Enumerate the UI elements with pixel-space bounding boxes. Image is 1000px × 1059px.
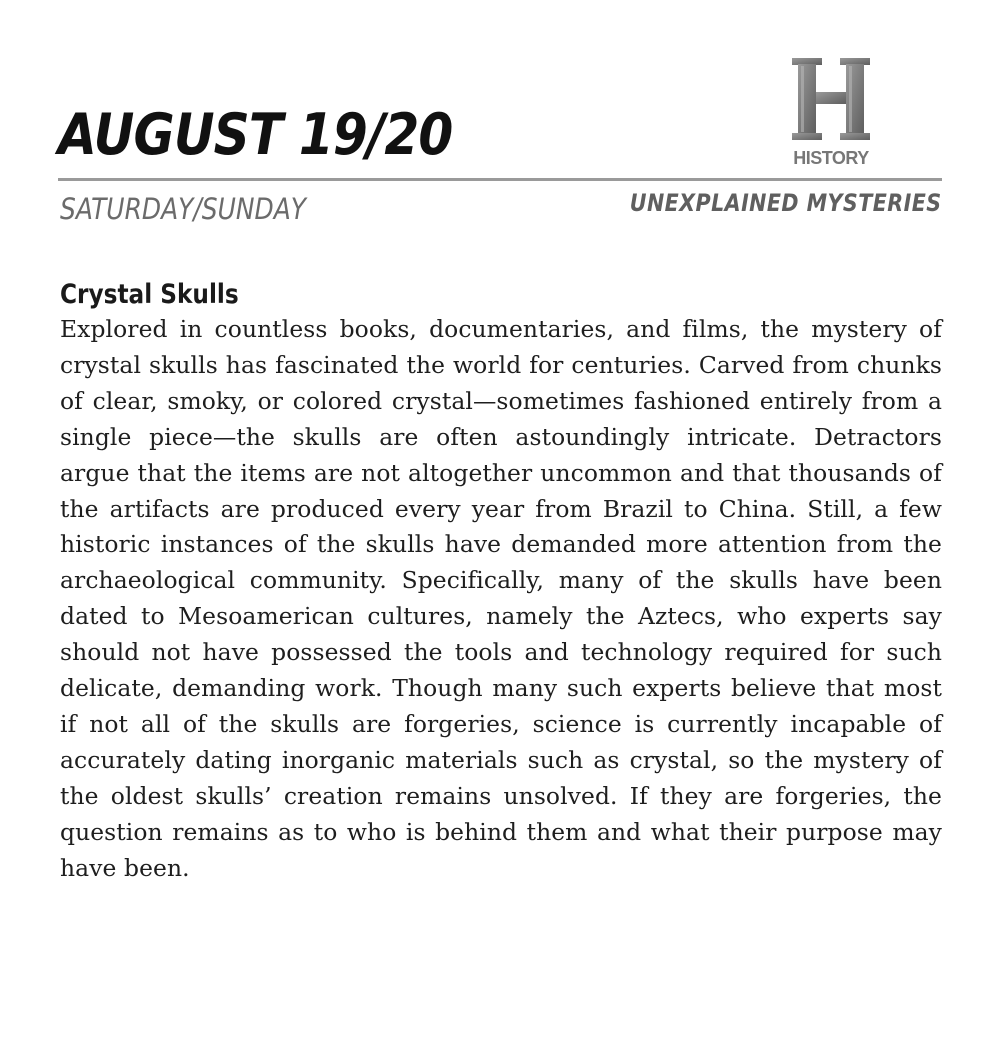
- history-h-icon: [792, 58, 870, 140]
- entry-body-text: Explored in countless books, documentaries, and films, the mystery of crystal skulls has fascinated the world for centuries. Carved from chunks of clear, smoky, or colored crystal—sometimes fashioned entirely from a single piece—the skulls are often astoundingly intricate. Detractors argue that the items are not altogether uncommon and that thousands of the artifacts are produced every year from Brazil to China. Still, a few historic instances of the skulls have demanded more attention from the archaeological community. Specifically, many of the skulls have been dated to Mesoamerican cultures, namely the Aztecs, who experts say should not have possessed the tools and technology required for such delicate, demanding work. Though many such experts believe that most if not all of the skulls are forgeries, science is currently incapable of accurately dating inorganic materials such as crystal, so the mystery of the oldest skulls’ creation remains unsolved. If they are forgeries, the question remains as to who is behind them and what their purpose may have been.: [60, 315, 942, 882]
- history-wordmark: HISTORY: [793, 148, 869, 168]
- section-label: UNEXPLAINED MYSTERIES: [630, 189, 942, 217]
- header-divider: [58, 178, 942, 181]
- page-days-label: SATURDAY/SUNDAY: [60, 192, 307, 226]
- page-date-title: AUGUST 19/20: [58, 102, 453, 168]
- entry-title: Crystal Skulls: [60, 279, 239, 310]
- history-logo: [778, 56, 884, 172]
